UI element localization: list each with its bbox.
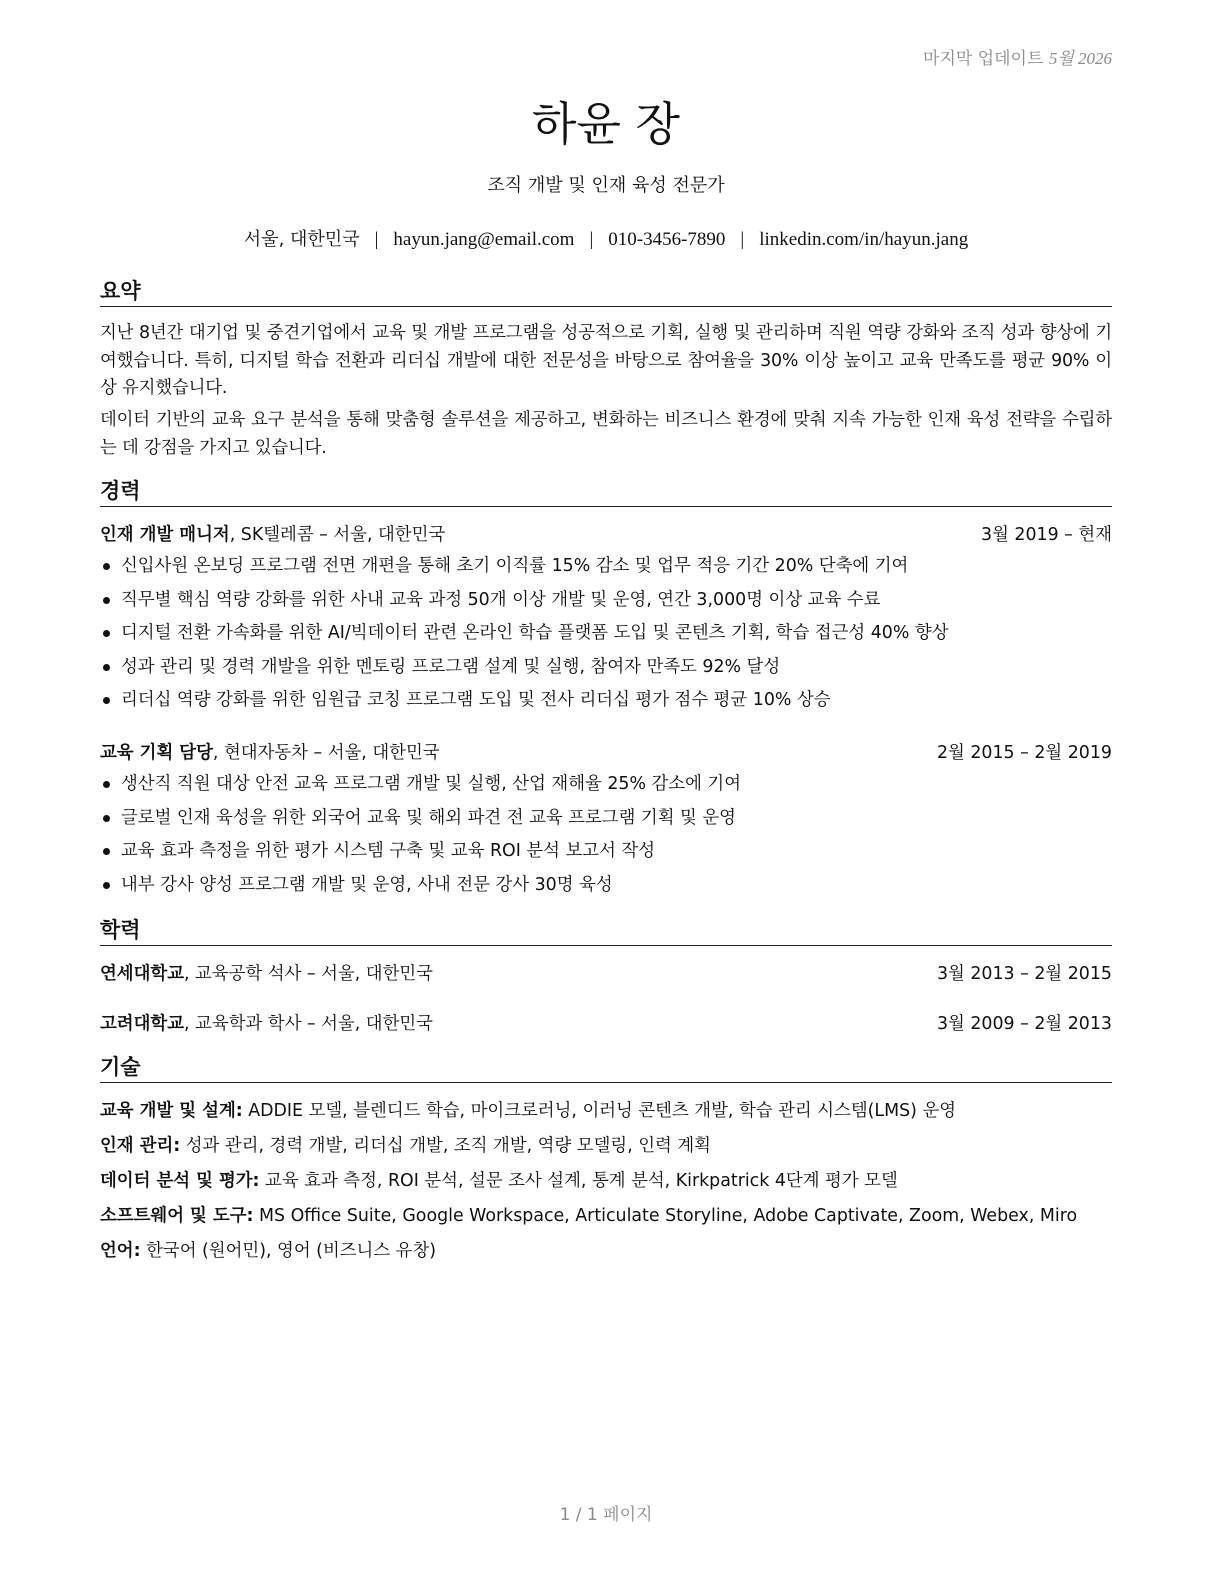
summary-paragraph: 지난 8년간 대기업 및 중견기업에서 교육 및 개발 프로그램을 성공적으로 기획, 실행 및 관리하며 직원 역량 강화와 조직 성과 향상에 기여했습니다. 특히, 디지털 학습 전환과 리더십 개발에 대한 전문성을 바탕으로 참여율을 30% 이상 높이고 교육 만족도를 평균 90% 이상 유지했습니다. [100,323,1112,398]
skill-value: ADDIE 모델, 블렌디드 학습, 마이크로러닝, 이러닝 콘텐츠 개발, 학습 관리 시스템(LMS) 운영 [242,1101,957,1121]
page-indicator: 1 / 1 페이지 [559,1505,653,1525]
skill-label: 언어: [100,1241,141,1261]
skill-line [100,1168,1112,1194]
contact-line [100,225,1112,251]
job-bullet: 직무별 핵심 역량 강화를 위한 사내 교육 과정 50개 이상 개발 및 운영, 연간 3,000명 이상 교육 수료 [100,587,1112,621]
job-role: 교육 기획 담당 [100,743,213,763]
contact-email[interactable]: hayun.jang@email.com [393,229,575,250]
skill-line [100,1133,1112,1159]
job-bullet: 내부 강사 양성 프로그램 개발 및 운영, 사내 전문 강사 30명 육성 [100,872,1112,906]
contact-linkedin[interactable]: linkedin.com/in/hayun.jang [759,229,969,250]
candidate-tagline: 조직 개발 및 인재 육성 전문가 [487,175,725,196]
education-school: 고려대학교 [100,1014,184,1034]
skill-line [100,1098,1112,1124]
education-detail: , 교육학과 학사 – 서울, 대한민국 [184,1014,433,1034]
contact-separator: | [740,229,745,250]
job-bullet: 신입사원 온보딩 프로그램 전면 개편을 통해 초기 이직률 15% 감소 및 업무 적응 기간 20% 단축에 기여 [100,553,1112,587]
job-org: , SK텔레콤 – 서울, 대한민국 [229,525,446,545]
education-item [100,961,1112,987]
education-detail: , 교육공학 석사 – 서울, 대한민국 [184,964,433,984]
skill-label: 소프트웨어 및 도구: [100,1206,254,1226]
contact-phone[interactable]: 010-3456-7890 [608,229,726,250]
contact-location: 서울, 대한민국 [243,229,360,250]
job-dates: 3월 2019 – 현재 [981,525,1112,545]
contact-separator: | [589,229,594,250]
section-title-education: 학력 [100,916,1112,946]
job-org: , 현대자동차 – 서울, 대한민국 [212,743,440,763]
education-school: 연세대학교 [100,964,184,984]
job-bullets [100,553,1112,721]
job-role: 인재 개발 매니저 [100,525,230,545]
resume-page [100,0,1112,1584]
skill-label: 데이터 분석 및 평가: [100,1171,260,1191]
summary-paragraph: 데이터 기반의 교육 요구 분석을 통해 맞춤형 솔루션을 제공하고, 변화하는 비즈니스 환경에 맞춰 지속 가능한 인재 육성 전략을 수립하는 데 강점을 가지고 있습니다. [100,410,1112,458]
last-updated-date: 5월 2026 [1048,49,1112,68]
section-title-experience: 경력 [100,477,1112,507]
section-title-summary: 요약 [100,277,1112,307]
education-dates: 3월 2013 – 2월 2015 [936,964,1112,984]
job-bullet: 교육 효과 측정을 위한 평가 시스템 구축 및 교육 ROI 분석 보고서 작성 [100,838,1112,872]
job-header [100,522,1112,548]
education-item [100,1011,1112,1037]
job-bullet: 성과 관리 및 경력 개발을 위한 멘토링 프로그램 설계 및 실행, 참여자 만족도 92% 달성 [100,654,1112,688]
education-dates: 3월 2009 – 2월 2013 [936,1014,1112,1034]
contact-separator: | [374,229,379,250]
skill-line [100,1238,1112,1264]
job-bullet: 리더십 역량 강화를 위한 임원급 코칭 프로그램 도입 및 전사 리더십 평가 점수 평균 10% 상승 [100,687,1112,721]
skill-value: 성과 관리, 경력 개발, 리더십 개발, 조직 개발, 역량 모델링, 인력 계획 [180,1136,711,1156]
job-bullet: 생산직 직원 대상 안전 교육 프로그램 개발 및 실행, 산업 재해율 25% 감소에 기여 [100,771,1112,805]
candidate-name: 하윤 장 [532,97,680,151]
job-header [100,740,1112,766]
skill-value: MS Office Suite, Google Workspace, Articulate Storyline, Adobe Captivate, Zoom, Webex, Miro [253,1206,1078,1226]
skill-value: 교육 효과 측정, ROI 분석, 설문 조사 설계, 통계 분석, Kirkpatrick 4단계 평가 모델 [259,1171,898,1191]
job-dates: 2월 2015 – 2월 2019 [936,743,1112,763]
job-bullet: 디지털 전환 가속화를 위한 AI/빅데이터 관련 온라인 학습 플랫폼 도입 및 콘텐츠 기획, 학습 접근성 40% 향상 [100,620,1112,654]
skill-label: 인재 관리: [100,1136,181,1156]
skill-label: 교육 개발 및 설계: [100,1101,243,1121]
section-title-skills: 기술 [100,1053,1112,1083]
last-updated [923,44,1112,69]
job-bullet: 글로벌 인재 육성을 위한 외국어 교육 및 해외 파견 전 교육 프로그램 기획 및 운영 [100,805,1112,839]
skill-value: 한국어 (원어민), 영어 (비즈니스 유창) [140,1241,437,1261]
job-bullets [100,771,1112,905]
last-updated-label: 마지막 업데이트 [923,49,1044,69]
skill-line [100,1203,1112,1229]
